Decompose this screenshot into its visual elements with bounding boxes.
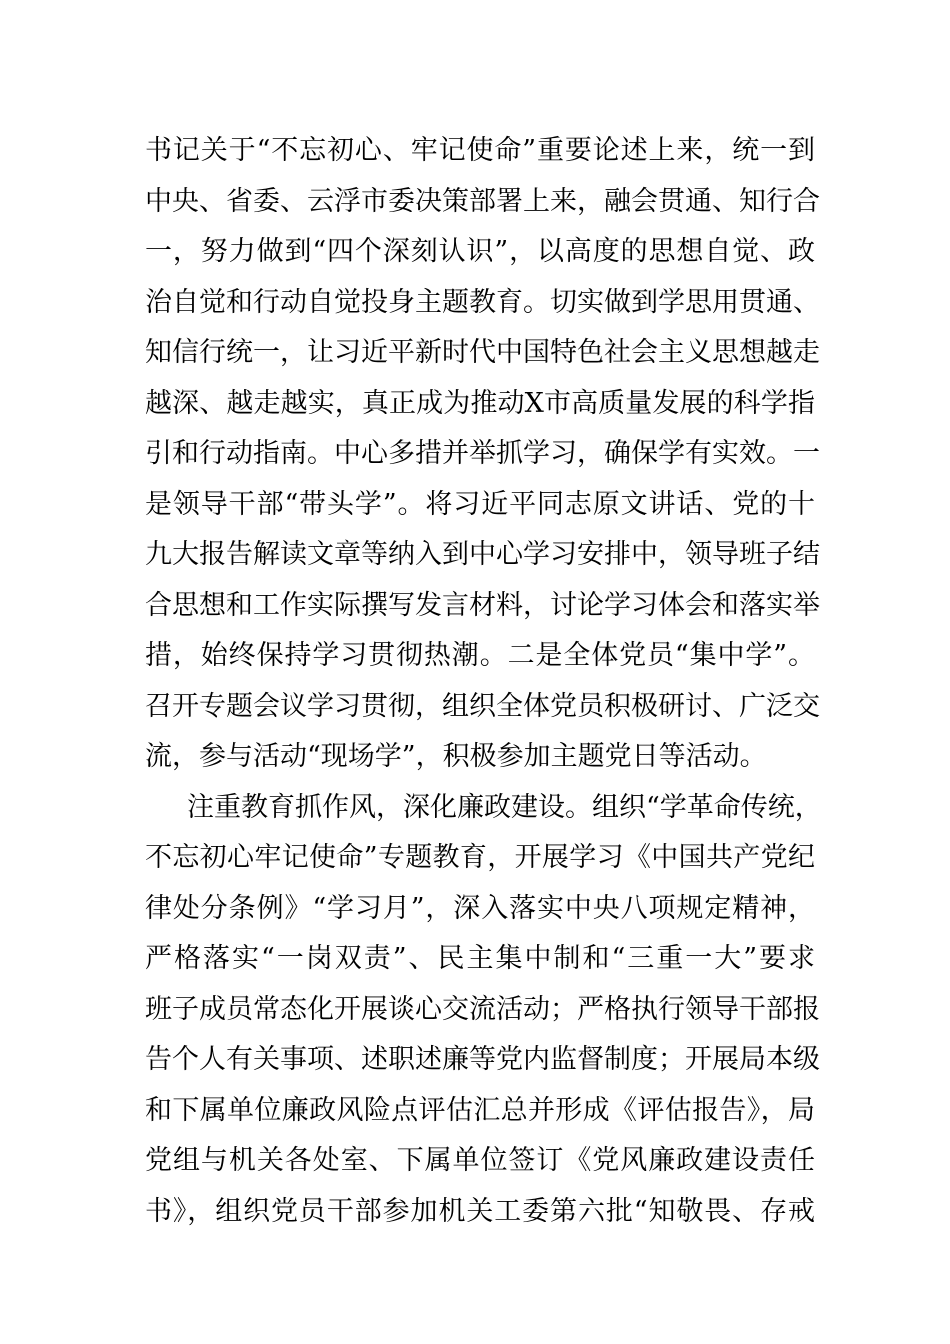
text-line: 严格落实“一岗双责”、民主集中制和“三重一大”要求 [145,943,815,974]
text-line: 班子成员常态化开展谈心交流活动；严格执行领导干部报 [145,993,820,1025]
text-line: 引和行动指南。中心多措并举抓学习，确保学有实效。一 [145,438,820,469]
text-line: 治自觉和行动自觉投身主题教育。切实做到学思用贯通、 [145,286,820,318]
text-line: 知信行统一，让习近平新时代中国特色社会主义思想越走 [145,337,820,368]
text-line: 一，努力做到“四个深刻认识”，以高度的思想自觉、政 [145,236,815,267]
text-line: 是领导干部“带头学”。将习近平同志原文讲话、党的十 [145,488,815,520]
text-line: 党组与机关各处室、下属单位签订《党风廉政建设责任 [145,1145,815,1176]
text-line: 措，始终保持学习贯彻热潮。二是全体党员“集中学”。 [145,640,815,671]
document-body [145,126,822,1237]
text-line: 书记关于“不忘初心、牢记使命”重要论述上来，统一到 [145,135,815,166]
text-line: 九大报告解读文章等纳入到中心学习安排中，领导班子结 [145,539,820,570]
text-line: 律处分条例》“学习月”，深入落实中央八项规定精神， [145,892,815,924]
text-line: 流，参与活动“现场学”，积极参加主题党日等活动。 [145,741,767,772]
text-line: 越深、越走越实，真正成为推动X市高质量发展的科学指 [145,387,815,419]
text-line: 和下属单位廉政风险点评估汇总并形成《评估报告》，局 [145,1094,815,1126]
text-line: 书》，组织党员干部参加机关工委第六批“知敬畏、存戒 [145,1195,815,1227]
text-line: 注重教育抓作风，深化廉政建设。组织“学革命传统， [187,791,822,823]
text-line: 不忘初心牢记使命”专题教育，开展学习《中国共产党纪 [145,842,815,873]
text-line: 中央、省委、云浮市委决策部署上来，融会贯通、知行合 [145,185,820,217]
text-line: 合思想和工作实际撰写发言材料，讨论学习体会和落实举 [145,589,820,621]
text-line: 召开专题会议学习贯彻，组织全体党员积极研讨、广泛交 [145,690,820,722]
text-line: 告个人有关事项、述职述廉等党内监督制度；开展局本级 [145,1044,820,1075]
